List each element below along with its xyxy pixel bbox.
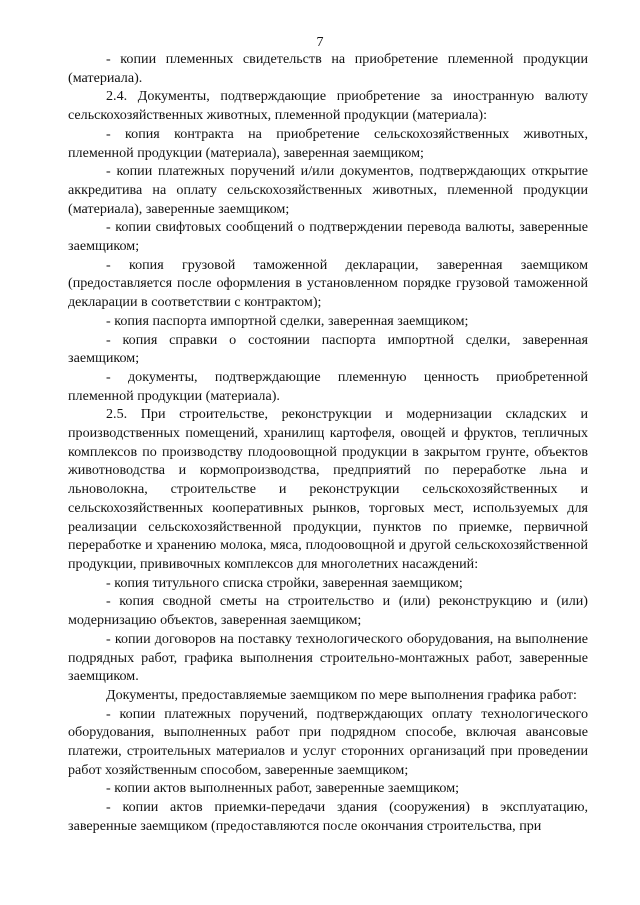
paragraph-customs-declaration: - копия грузовой таможенной декларации, заверенная заемщиком (предоставляется после оформления в установленном порядке грузовой таможенной декларации в соответствии с контрактом); <box>68 256 588 311</box>
paragraph-breeding-value: - документы, подтверждающие племенную ценность приобретенной племенной продукции (материала). <box>68 368 588 404</box>
paragraph-work-acts: - копии актов выполненных работ, заверенные заемщиком; <box>106 780 460 797</box>
paragraph-contract-copy: - копия контракта на приобретение сельскохозяйственных животных, племенной продукции (материала), заверенная заемщиком; <box>68 125 588 161</box>
paragraph-passport-status: - копия справки о состоянии паспорта импортной сделки, заверенная заемщиком; <box>68 331 588 367</box>
paragraph-acceptance-acts: - копии актов приемки-передачи здания (сооружения) в эксплуатацию, заверенные заемщиком (предоставляются после окончания строительства, при <box>68 799 588 834</box>
paragraph-title-list: - копия титульного списка стройки, заверенная заемщиком; <box>106 574 463 591</box>
paragraph-breeding-certificates: - копии племенных свидетельств на приобретение племенной продукции (материала). <box>68 51 588 86</box>
paragraph-schedule-documents: Документы, предоставляемые заемщиком по мере выполнения графика работ: <box>106 686 577 703</box>
paragraph-section-2-4: 2.4. Документы, подтверждающие приобретение за иностранную валюту сельскохозяйственных животных, племенной продукции (материала): <box>68 88 588 124</box>
paragraph-section-2-5: 2.5. При строительстве, реконструкции и модернизации складских и производственных помещений, хранилищ картофеля, овощей и фруктов, тепличных комплексов по производству плодоовощной продукции в закрытом грунте, объектов животноводства и кормопроизводства, предприятий по переработке льна и льноволокна, строительстве и реконструкции сельскохозяйственных и сельскохозяйственных кооперативных рынков, торговых мест, используемых для реализации сельскохозяйственной продукции, пунктов по приемке, первичной переработке и хранению молока, мяса, плодоовощной и другой сельскохозяйственной продукции, прививочных комплексов для многолетних насаждений: <box>68 406 588 572</box>
paragraph-import-passport: - копия паспорта импортной сделки, заверенная заемщиком; <box>106 312 469 329</box>
paragraph-payment-confirmations: - копии платежных поручений, подтверждающих оплату технологического оборудования, выполненных работ при подрядном способе, включая авансовые платежи, строительных материалов и услуг сторонних организаций при проведении работ хозяйственным способом, заверенные заемщиком; <box>68 705 588 778</box>
paragraph-summary-estimate: - копия сводной сметы на строительство и (или) реконструкцию и (или) модернизацию объектов, заверенная заемщиком; <box>68 593 588 629</box>
document-body <box>68 50 588 836</box>
page-number: 7 <box>316 35 324 50</box>
paragraph-swift-messages: - копии свифтовых сообщений о подтверждении перевода валюты, заверенные заемщиком; <box>68 219 588 255</box>
paragraph-supply-contracts: - копии договоров на поставку технологического оборудования, на выполнение подрядных работ, графика выполнения строительно-монтажных работ, заверенные заемщиком. <box>68 630 588 685</box>
paragraph-payment-orders: - копии платежных поручений и/или документов, подтверждающих открытие аккредитива на оплату сельскохозяйственных животных, племенной продукции (материала), заверенные заемщиком; <box>68 163 588 217</box>
